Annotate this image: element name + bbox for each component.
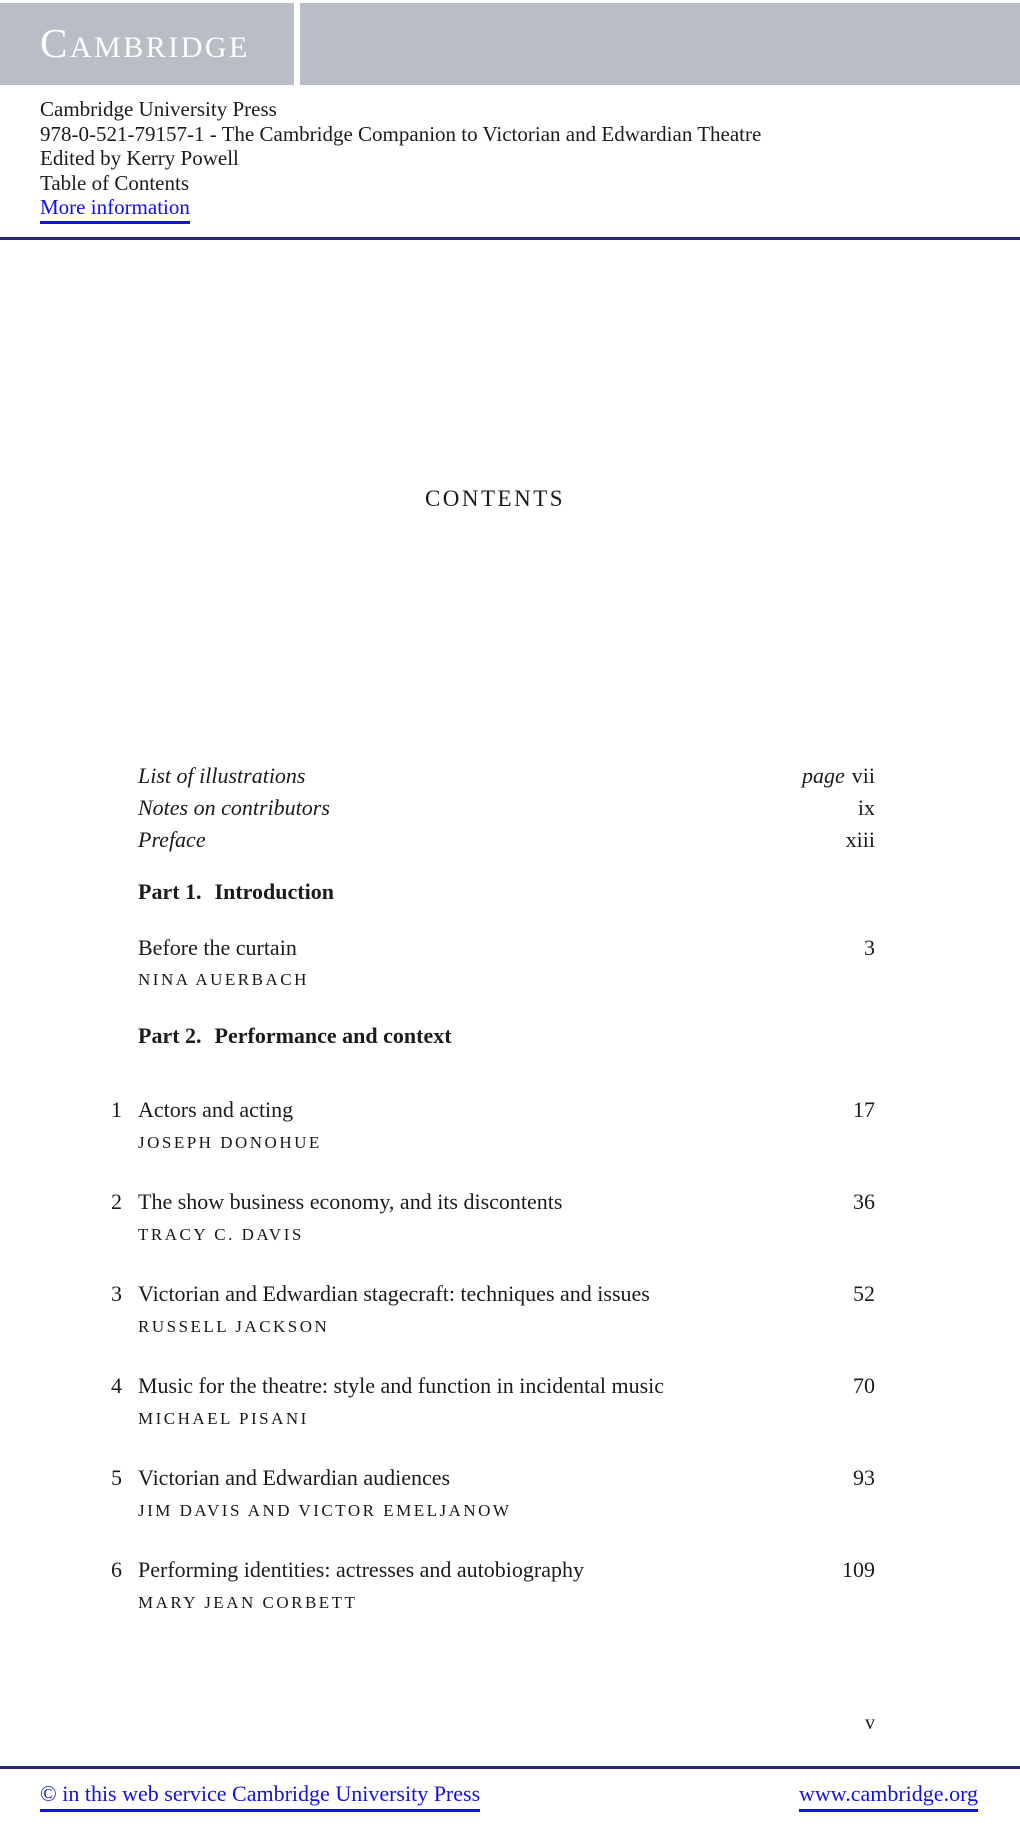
toc-author: JOSEPH DONOHUE (138, 1133, 322, 1152)
toc-row-preface (138, 826, 875, 854)
toc-title: Music for the theatre: style and function in incidental music (138, 1373, 665, 1398)
contents-heading: CONTENTS (424, 486, 566, 511)
toc-title: The show business economy, and its discontents (138, 1189, 563, 1214)
toc-row-chapter-6 (111, 1556, 875, 1584)
page-value: vii (851, 763, 875, 788)
chapter-number: 1 (111, 1097, 122, 1122)
page-word: page (802, 763, 845, 788)
toc-title: Before the curtain (138, 935, 297, 960)
toc-title: Preface (138, 827, 206, 852)
toc-page-number: 3 (864, 935, 875, 960)
toc-page-number (826, 826, 875, 854)
section-label: Table of Contents (40, 170, 189, 195)
cambridge-website-link[interactable]: www.cambridge.org (799, 1781, 978, 1812)
chapter-number: 2 (111, 1189, 122, 1214)
toc-row-illustrations (138, 762, 875, 790)
page-value: xiii (845, 827, 875, 852)
chapter-number: 4 (111, 1373, 122, 1398)
chapter-number: 6 (111, 1557, 122, 1582)
toc-row-chapter-4 (111, 1372, 875, 1400)
toc-page-number (838, 794, 875, 822)
cambridge-logo: CAMBRIDGE (40, 20, 250, 66)
header-metadata (40, 97, 761, 224)
toc-title: List of illustrations (138, 763, 306, 788)
toc-page-number: 109 (842, 1557, 875, 1582)
toc-row-chapter-5 (111, 1464, 875, 1492)
page-value: ix (857, 795, 875, 820)
copyright-link[interactable]: © in this web service Cambridge University Press (40, 1781, 480, 1812)
toc-page-number: 70 (853, 1373, 875, 1398)
part1-title: Introduction (214, 879, 334, 904)
toc-row-before-the-curtain (138, 934, 875, 962)
toc-title: Victorian and Edwardian stagecraft: techniques and issues (138, 1281, 650, 1306)
part1-heading (138, 878, 334, 906)
publisher-name: Cambridge University Press (40, 97, 277, 121)
part1-label: Part 1. (138, 879, 202, 904)
part2-label: Part 2. (138, 1023, 202, 1048)
toc-row-chapter-3 (111, 1280, 875, 1308)
chapter-number: 5 (111, 1465, 122, 1490)
toc-row-contributors (138, 794, 875, 822)
toc-author: TRACY C. DAVIS (138, 1225, 304, 1244)
toc-row-chapter-1 (111, 1096, 875, 1124)
toc-row-chapter-2 (111, 1188, 875, 1216)
bottom-divider-rule (0, 1766, 1020, 1769)
toc-title: Performing identities: actresses and autobiography (138, 1557, 584, 1582)
toc-page-number: 93 (853, 1465, 875, 1490)
toc-author: MARY JEAN CORBETT (138, 1593, 358, 1612)
toc-title: Actors and acting (138, 1097, 294, 1122)
part2-heading (138, 1022, 452, 1050)
toc-author: NINA AUERBACH (138, 970, 309, 989)
banner-divider (294, 3, 300, 85)
folio-page-number: v (865, 1712, 875, 1734)
toc-title: Notes on contributors (138, 795, 330, 820)
toc-author: JIM DAVIS AND VICTOR EMELJANOW (138, 1501, 512, 1520)
toc-page-number: 36 (853, 1189, 875, 1214)
part2-title: Performance and context (214, 1023, 452, 1048)
top-divider-rule (0, 237, 1020, 240)
more-information-link[interactable]: More information (40, 195, 190, 224)
toc-page-number: 52 (853, 1281, 875, 1306)
toc-page-number (782, 762, 875, 790)
toc-page-number: 17 (853, 1097, 875, 1122)
toc-author: MICHAEL PISANI (138, 1409, 309, 1428)
chapter-number: 3 (111, 1281, 122, 1306)
toc-title: Victorian and Edwardian audiences (138, 1465, 451, 1490)
isbn-title-line: 978-0-521-79157-1 - The Cambridge Companion to Victorian and Edwardian Theatre (40, 121, 762, 146)
editor-line: Edited by Kerry Powell (40, 146, 239, 170)
toc-author: RUSSELL JACKSON (138, 1317, 330, 1336)
